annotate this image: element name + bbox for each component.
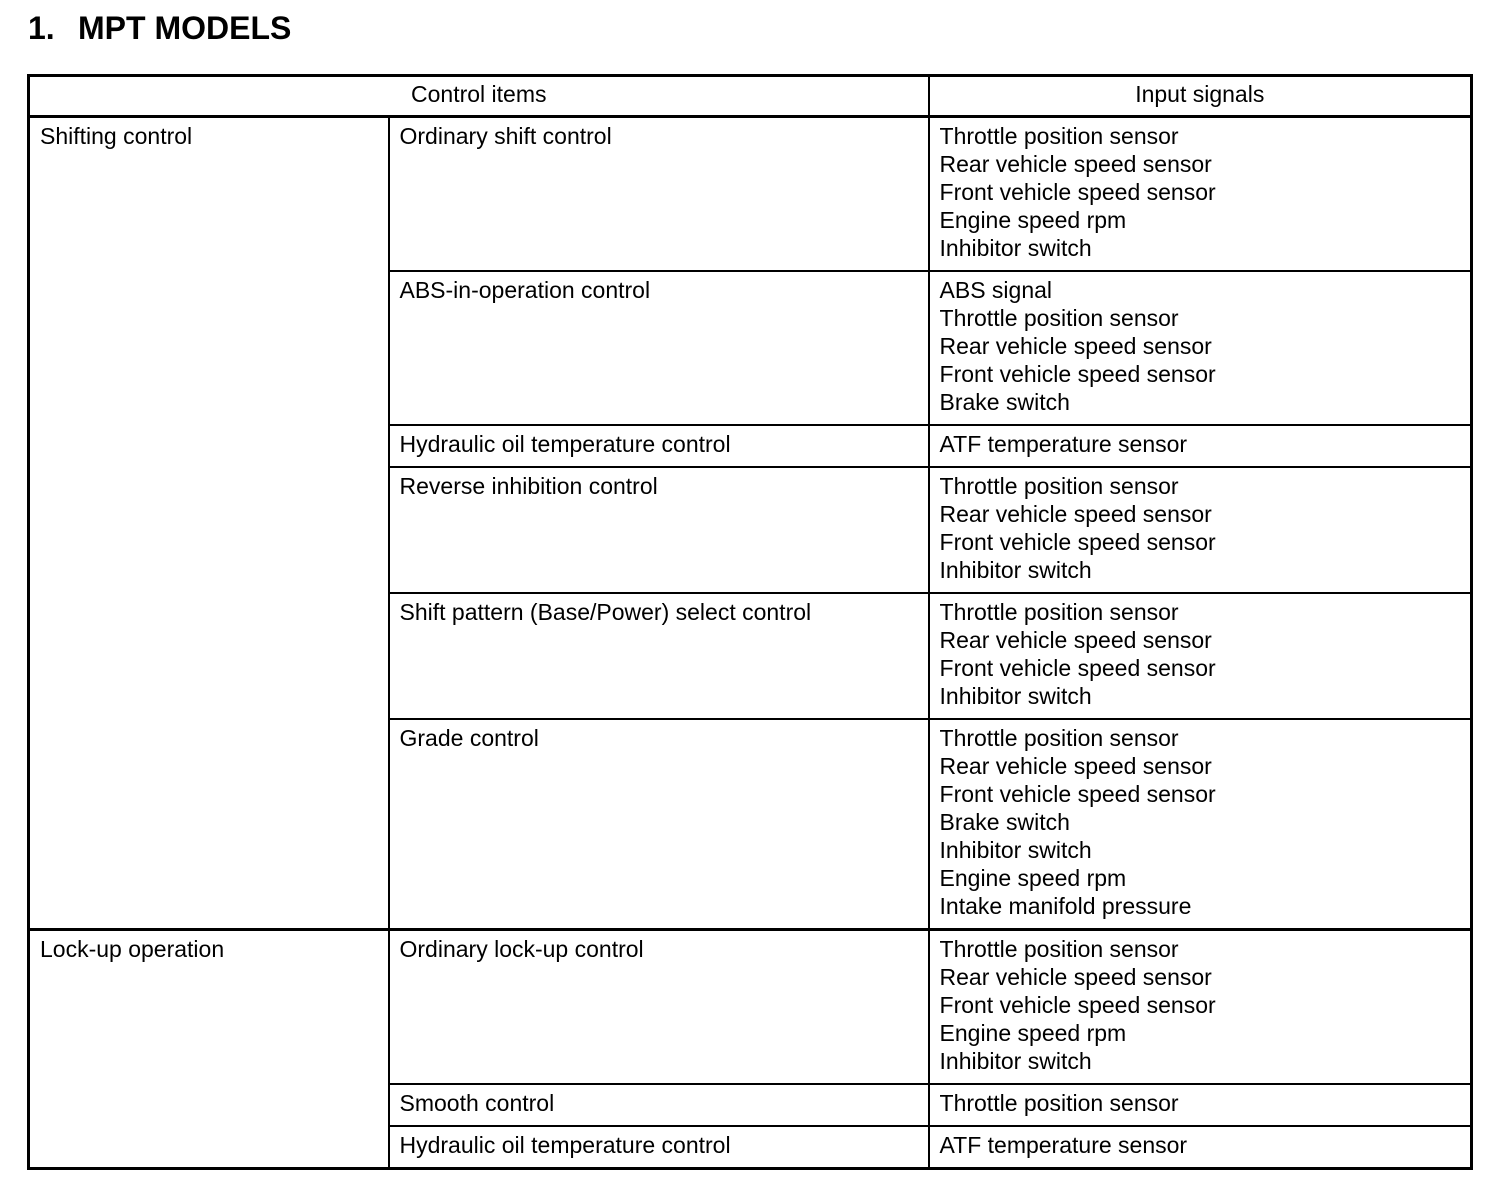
control-item-cell: [389, 271, 929, 425]
control-item-label: Ordinary lock-up control: [399, 936, 644, 962]
input-signal: Inhibitor switch: [939, 1048, 1092, 1074]
input-signal: Engine speed rpm: [939, 207, 1127, 233]
input-signal: ABS signal: [939, 277, 1053, 303]
control-item-cell: [389, 930, 929, 1085]
input-signals-cell: [929, 593, 1472, 719]
input-signal: Throttle position sensor: [939, 1090, 1179, 1116]
input-signal: Inhibitor switch: [939, 837, 1092, 863]
input-signal: Brake switch: [939, 809, 1070, 835]
input-signals-cell: [929, 271, 1472, 425]
input-signal: Intake manifold pressure: [939, 893, 1192, 919]
page-title: [28, 8, 291, 48]
input-signal: Rear vehicle speed sensor: [939, 333, 1212, 359]
input-signal: Rear vehicle speed sensor: [939, 627, 1212, 653]
input-signal: Front vehicle speed sensor: [939, 655, 1216, 681]
input-signal: Front vehicle speed sensor: [939, 992, 1216, 1018]
control-item-label: Reverse inhibition control: [399, 473, 658, 499]
control-group-label: Lock-up operation: [40, 936, 225, 962]
input-signals-cell: [929, 425, 1472, 467]
control-items-header: Control items: [29, 76, 929, 117]
control-group-cell: [29, 117, 389, 930]
input-signal: Rear vehicle speed sensor: [939, 501, 1212, 527]
input-signal: Throttle position sensor: [939, 599, 1179, 625]
input-signal: ATF temperature sensor: [939, 1132, 1188, 1158]
control-group-cell: [29, 930, 389, 1169]
control-item-cell: [389, 1084, 929, 1126]
control-item-cell: [389, 1126, 929, 1169]
control-item-label: Ordinary shift control: [399, 123, 612, 149]
input-signal: Front vehicle speed sensor: [939, 529, 1216, 555]
input-signal: Throttle position sensor: [939, 725, 1179, 751]
control-item-label: Hydraulic oil temperature control: [399, 431, 731, 457]
input-signal: Front vehicle speed sensor: [939, 361, 1216, 387]
control-item-cell: [389, 117, 929, 272]
control-item-cell: [389, 467, 929, 593]
input-signal: Rear vehicle speed sensor: [939, 964, 1212, 990]
input-signal: Engine speed rpm: [939, 865, 1127, 891]
input-signal: Front vehicle speed sensor: [939, 179, 1216, 205]
section-title: MPT MODELS: [78, 10, 292, 46]
input-signal: ATF temperature sensor: [939, 431, 1188, 457]
control-item-label: Smooth control: [399, 1090, 555, 1116]
input-signal: Inhibitor switch: [939, 235, 1092, 261]
input-signals-cell: [929, 1126, 1472, 1169]
control-group-label: Shifting control: [40, 123, 193, 149]
input-signals-cell: [929, 467, 1472, 593]
control-item-label: Shift pattern (Base/Power) select control: [399, 599, 812, 625]
table-row: [29, 930, 1472, 1085]
input-signal: Brake switch: [939, 389, 1070, 415]
table-header-row: [29, 76, 1472, 117]
input-signals-cell: [929, 930, 1472, 1085]
input-signal: Throttle position sensor: [939, 473, 1179, 499]
input-signals-header: Input signals: [929, 76, 1472, 117]
input-signal: Front vehicle speed sensor: [939, 781, 1216, 807]
control-item-cell: [389, 593, 929, 719]
control-item-label: ABS-in-operation control: [399, 277, 651, 303]
control-item-label: Grade control: [399, 725, 539, 751]
input-signals-cell: [929, 117, 1472, 272]
input-signal: Throttle position sensor: [939, 305, 1179, 331]
control-item-cell: [389, 425, 929, 467]
input-signal: Engine speed rpm: [939, 1020, 1127, 1046]
section-number: 1.: [28, 10, 55, 46]
input-signals-cell: [929, 1084, 1472, 1126]
table-row: [29, 117, 1472, 272]
input-signal: Rear vehicle speed sensor: [939, 753, 1212, 779]
control-item-cell: [389, 719, 929, 930]
input-signal: Rear vehicle speed sensor: [939, 151, 1212, 177]
input-signal: Inhibitor switch: [939, 557, 1092, 583]
control-items-table: [27, 74, 1473, 1170]
control-item-label: Hydraulic oil temperature control: [399, 1132, 731, 1158]
input-signal: Throttle position sensor: [939, 123, 1179, 149]
input-signal: Throttle position sensor: [939, 936, 1179, 962]
input-signal: Inhibitor switch: [939, 683, 1092, 709]
input-signals-cell: [929, 719, 1472, 930]
